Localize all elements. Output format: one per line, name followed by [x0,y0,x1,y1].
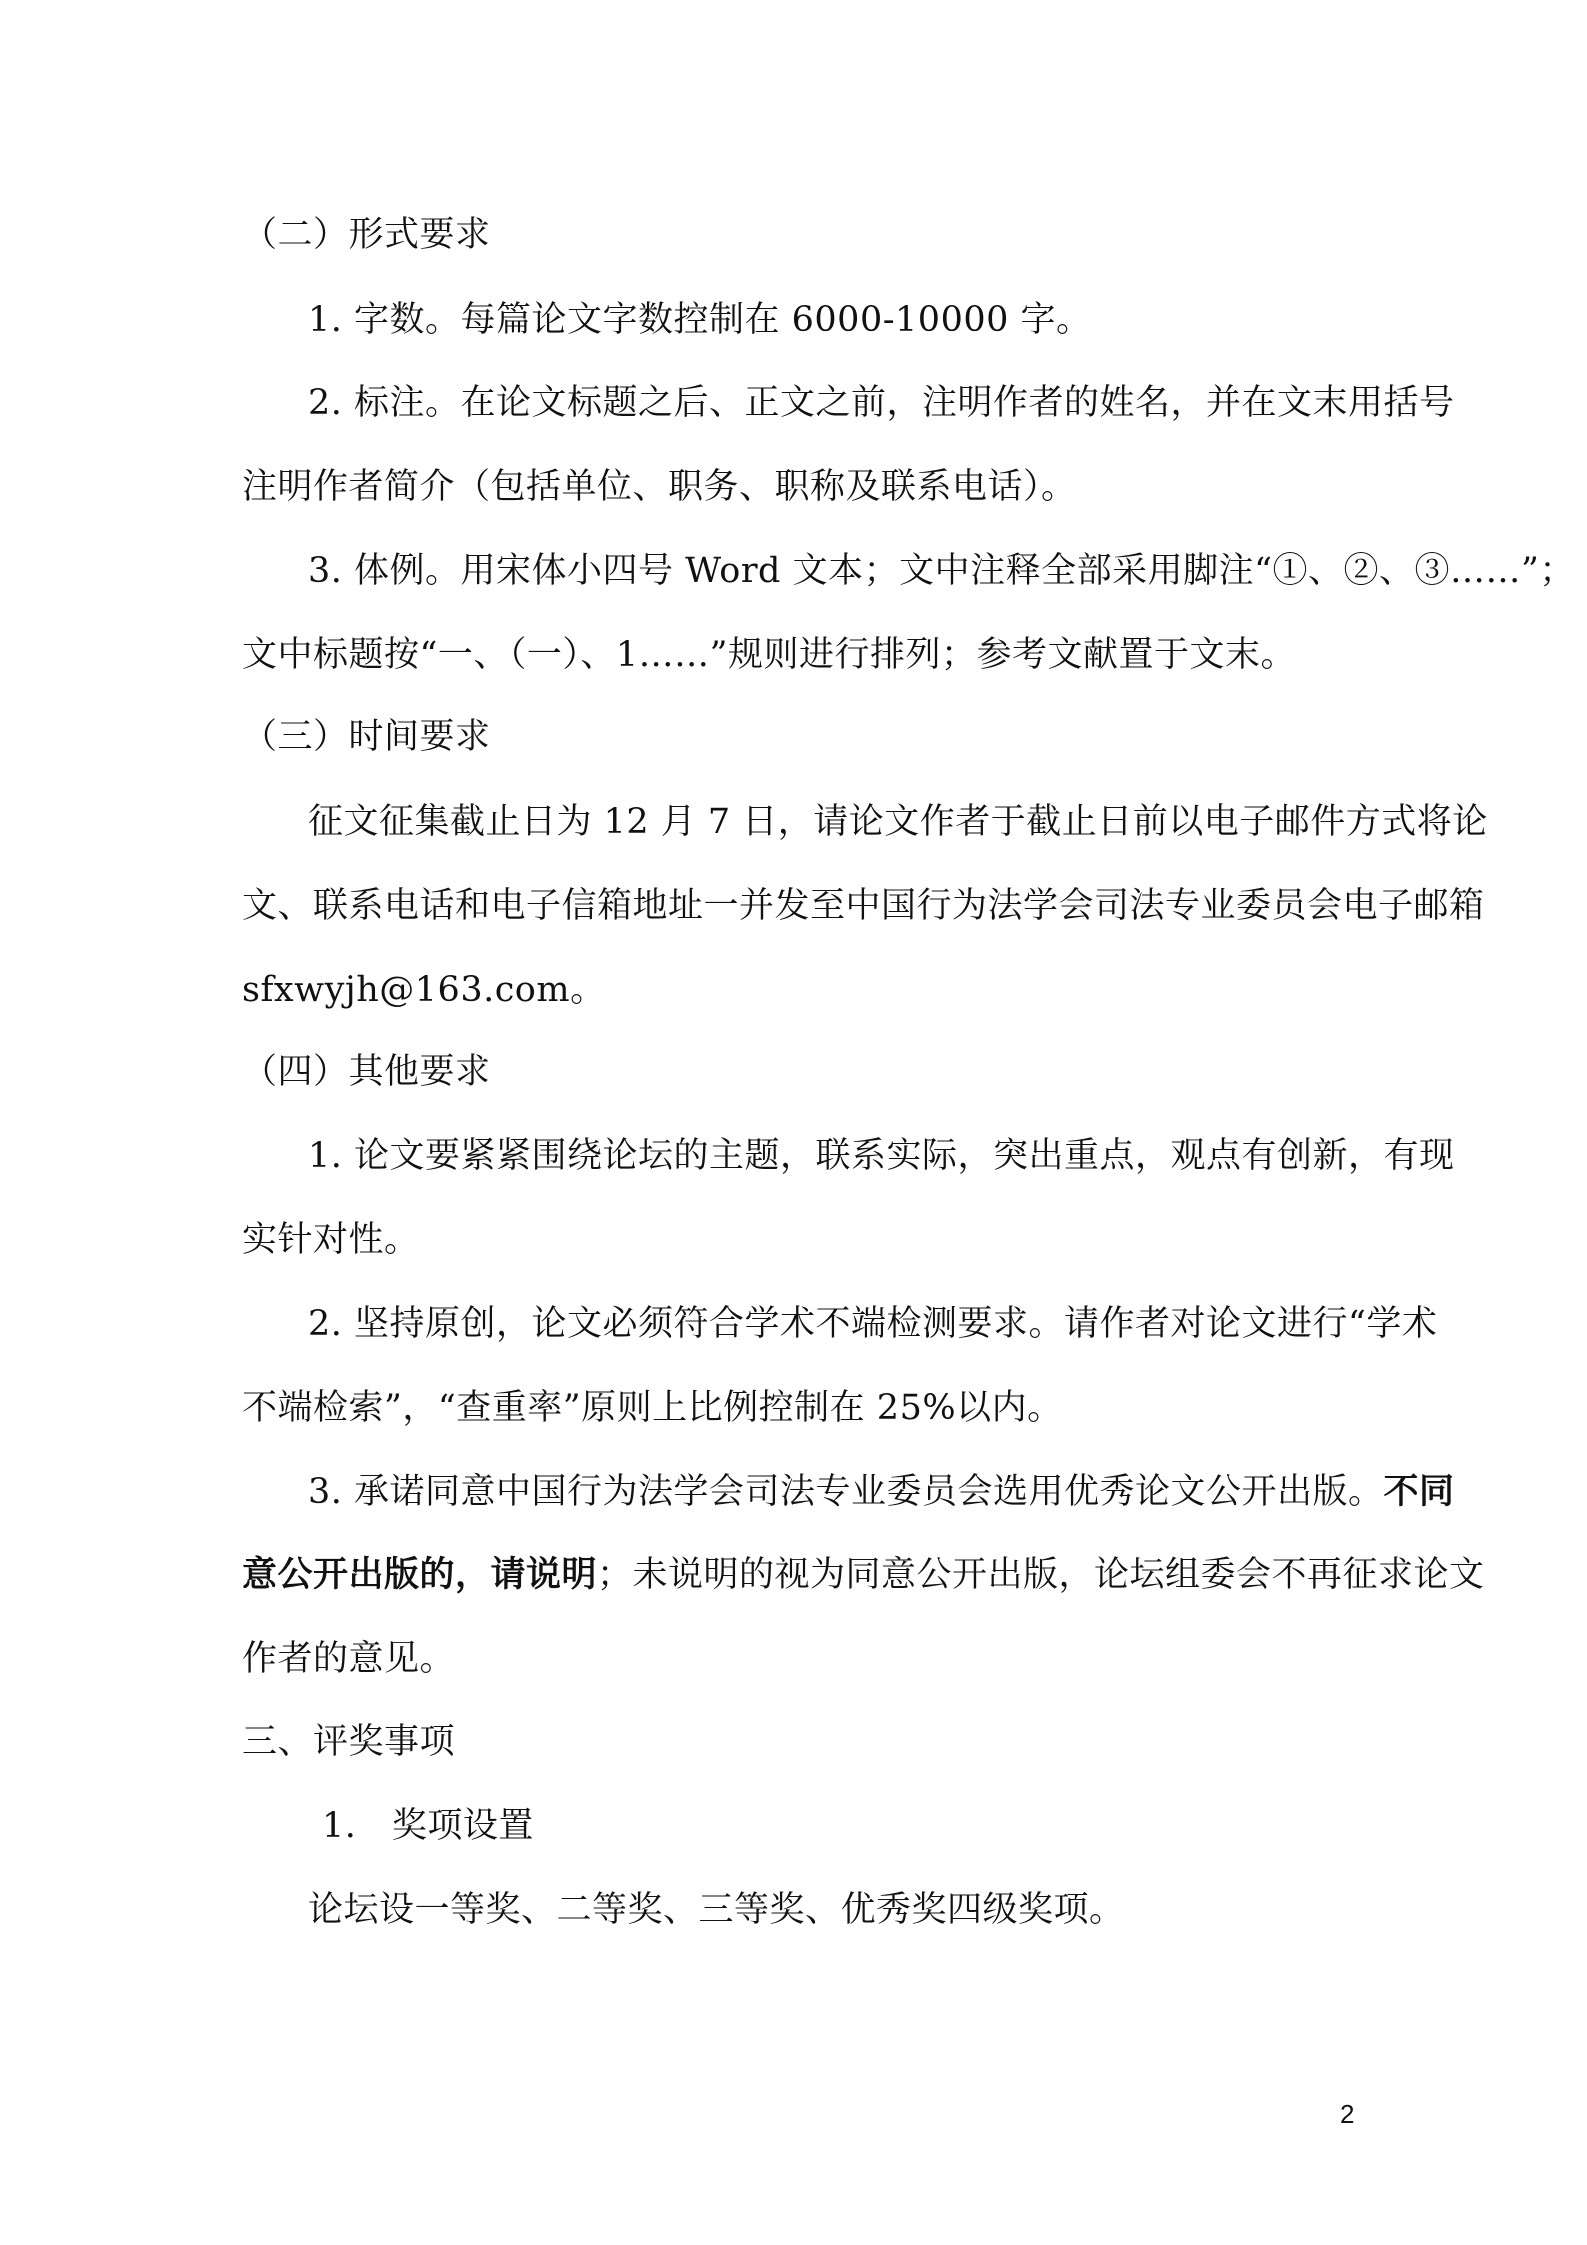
time-paragraph-email: sfxwyjh@163.com。 [242,970,606,1010]
time-paragraph-line-1: 征文征集截止日为 12 月 7 日，请论文作者于截止日前以电子邮件方式将论 [308,802,1488,842]
other-item-2-line-1: 2. 坚持原创，论文必须符合学术不端检测要求。请作者对论文进行“学术 [308,1304,1438,1344]
other-item-3-line-2 [242,1553,1485,1597]
other-item-2-line-2: 不端检索”，“查重率”原则上比例控制在 25%以内。 [242,1388,1063,1428]
form-item-3-line-1: 3. 体例。用宋体小四号 Word 文本；文中注释全部采用脚注“①、②、③……”； [308,551,1575,591]
other-item-3-line-1 [308,1470,1455,1514]
heading-award-matters: 三、评奖事项 [242,1722,456,1762]
page-number: 2 [1340,2099,1355,2129]
other-item-3-line-3: 作者的意见。 [242,1639,456,1679]
time-paragraph-line-2: 文、联系电话和电子信箱地址一并发至中国行为法学会司法专业委员会电子邮箱 [242,886,1485,926]
award-item-1: 1. 奖项设置 [322,1806,534,1846]
form-item-3-line-2: 文中标题按“一、（一）、1……”规则进行排列；参考文献置于文末。 [242,635,1297,675]
other-item-1-line-1: 1. 论文要紧紧围绕论坛的主题，联系实际，突出重点，观点有创新，有现 [308,1136,1455,1176]
heading-time-requirements: （三）时间要求 [242,717,491,757]
form-item-2-line-1: 2. 标注。在论文标题之后、正文之前，注明作者的姓名，并在文末用括号 [308,383,1455,423]
other-item-3-bold-end: 意公开出版的，请说明 [242,1554,598,1595]
award-paragraph: 论坛设一等奖、二等奖、三等奖、优秀奖四级奖项。 [308,1890,1125,1930]
form-item-1: 1. 字数。每篇论文字数控制在 6000-10000 字。 [308,300,1092,340]
other-item-3-bold-start: 不同 [1383,1471,1455,1512]
other-item-3-text: 3. 承诺同意中国行为法学会司法专业委员会选用优秀论文公开出版。 [308,1472,1384,1512]
form-item-2-line-2: 注明作者简介（包括单位、职务、职称及联系电话）。 [242,467,1077,507]
heading-other-requirements: （四）其他要求 [242,1052,491,1092]
heading-form-requirements: （二）形式要求 [242,215,491,255]
other-item-1-line-2: 实针对性。 [242,1220,420,1260]
other-item-3-text-cont: ；未说明的视为同意公开出版，论坛组委会不再征求论文 [597,1555,1485,1595]
